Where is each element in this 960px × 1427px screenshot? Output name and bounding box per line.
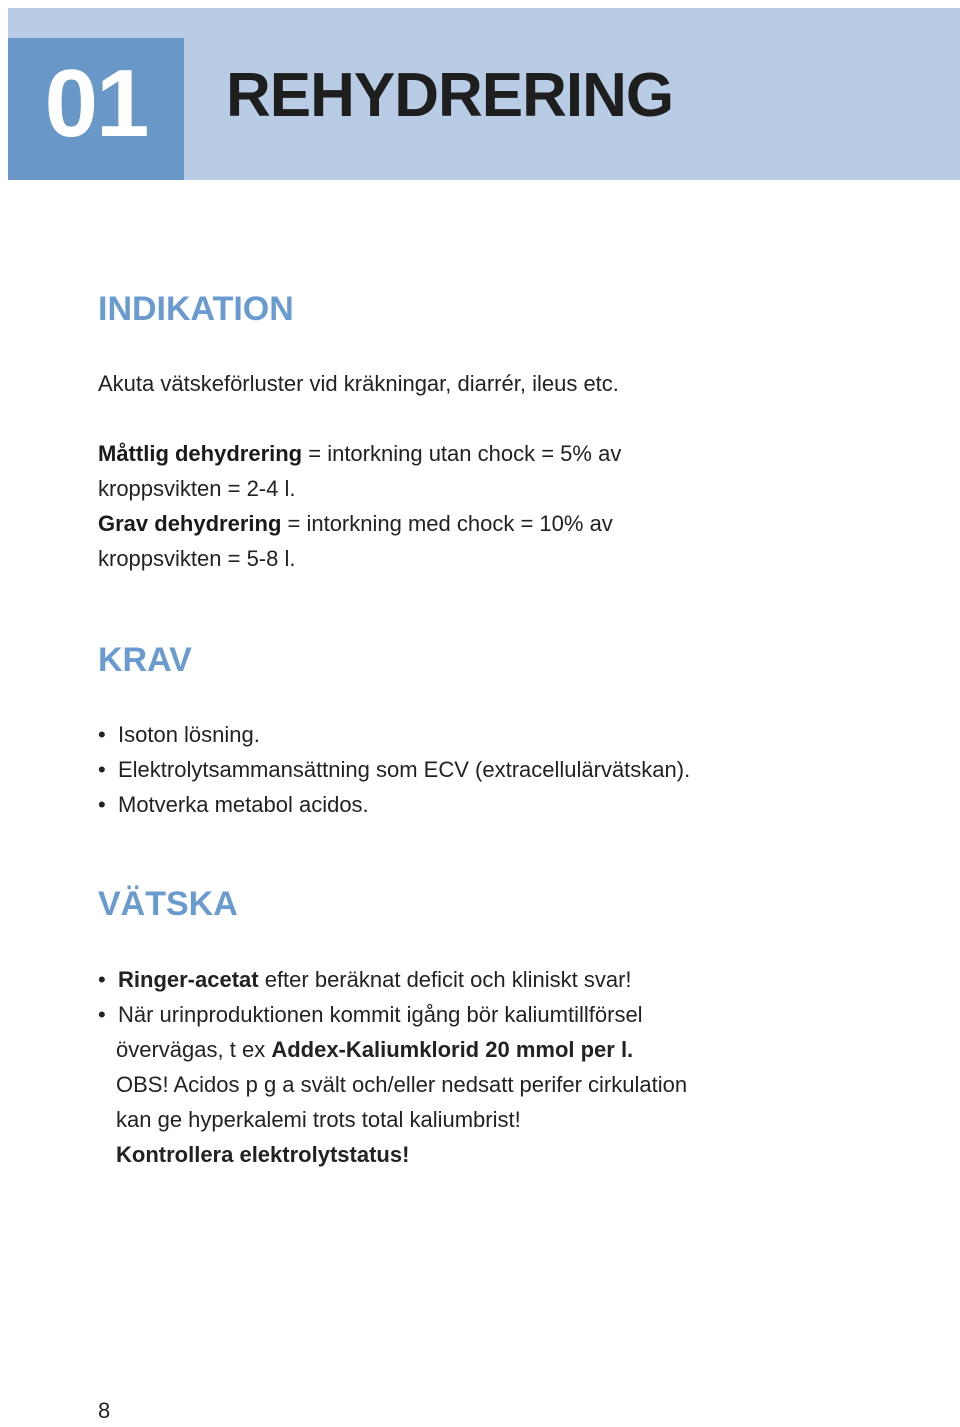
vatska-item1-text: efter beräknat deficit och kliniskt svar! bbox=[258, 967, 632, 992]
chapter-number-box bbox=[8, 38, 184, 180]
vatska-item2-line1: När urinproduktionen kommit igång bör kaliumtillförsel bbox=[118, 1002, 643, 1027]
indikation-grav-line bbox=[98, 506, 613, 541]
chapter-title: REHYDRERING bbox=[226, 61, 674, 130]
indikation-intro: Akuta vätskeförluster vid kräkningar, diarrér, ileus etc. bbox=[98, 371, 619, 396]
mattlig-term: Måttlig dehydrering bbox=[98, 441, 303, 466]
krav-list-item bbox=[98, 717, 260, 752]
bullet-icon: • bbox=[98, 1002, 106, 1027]
section-heading-vatska: VÄTSKA bbox=[98, 885, 238, 923]
indikation-grav-line2: kroppsvikten = 5-8 l. bbox=[98, 546, 296, 571]
krav-list-item bbox=[98, 752, 690, 787]
vatska-list-item bbox=[98, 997, 643, 1032]
vatska-item2-line5 bbox=[116, 1137, 409, 1172]
indikation-mattlig-line2: kroppsvikten = 2-4 l. bbox=[98, 476, 296, 501]
indikation-mattlig-line bbox=[98, 436, 621, 471]
krav-item-text: Isoton lösning. bbox=[118, 722, 260, 747]
addex-kaliumklorid-term: Addex-Kaliumklorid 20 mmol per l. bbox=[271, 1037, 634, 1062]
bullet-icon: • bbox=[98, 967, 106, 992]
ringer-acetat-term: Ringer-acetat bbox=[118, 967, 259, 992]
vatska-item2-line2-text: övervägas, t ex bbox=[116, 1037, 272, 1062]
grav-term: Grav dehydrering bbox=[98, 511, 282, 536]
kontrollera-elektrolytstatus: Kontrollera elektrolytstatus! bbox=[116, 1142, 410, 1167]
vatska-item2-line2 bbox=[116, 1032, 633, 1067]
bullet-icon: • bbox=[98, 722, 106, 747]
mattlig-definition: = intorkning utan chock = 5% av bbox=[302, 441, 622, 466]
vatska-item2-line3: OBS! Acidos p g a svält och/eller nedsatt perifer cirkulation bbox=[116, 1072, 688, 1097]
krav-list-item bbox=[98, 787, 369, 822]
vatska-list-item bbox=[98, 962, 632, 997]
section-heading-krav: KRAV bbox=[98, 641, 192, 679]
chapter-number: 01 bbox=[44, 50, 148, 157]
krav-item-text: Elektrolytsammansättning som ECV (extracellulärvätskan). bbox=[118, 757, 691, 782]
section-heading-indikation: INDIKATION bbox=[98, 290, 294, 328]
bullet-icon: • bbox=[98, 757, 106, 782]
bullet-icon: • bbox=[98, 792, 106, 817]
krav-item-text: Motverka metabol acidos. bbox=[118, 792, 369, 817]
page-number: 8 bbox=[98, 1398, 111, 1423]
grav-definition: = intorkning med chock = 10% av bbox=[281, 511, 613, 536]
vatska-item2-line4: kan ge hyperkalemi trots total kaliumbrist! bbox=[116, 1107, 521, 1132]
